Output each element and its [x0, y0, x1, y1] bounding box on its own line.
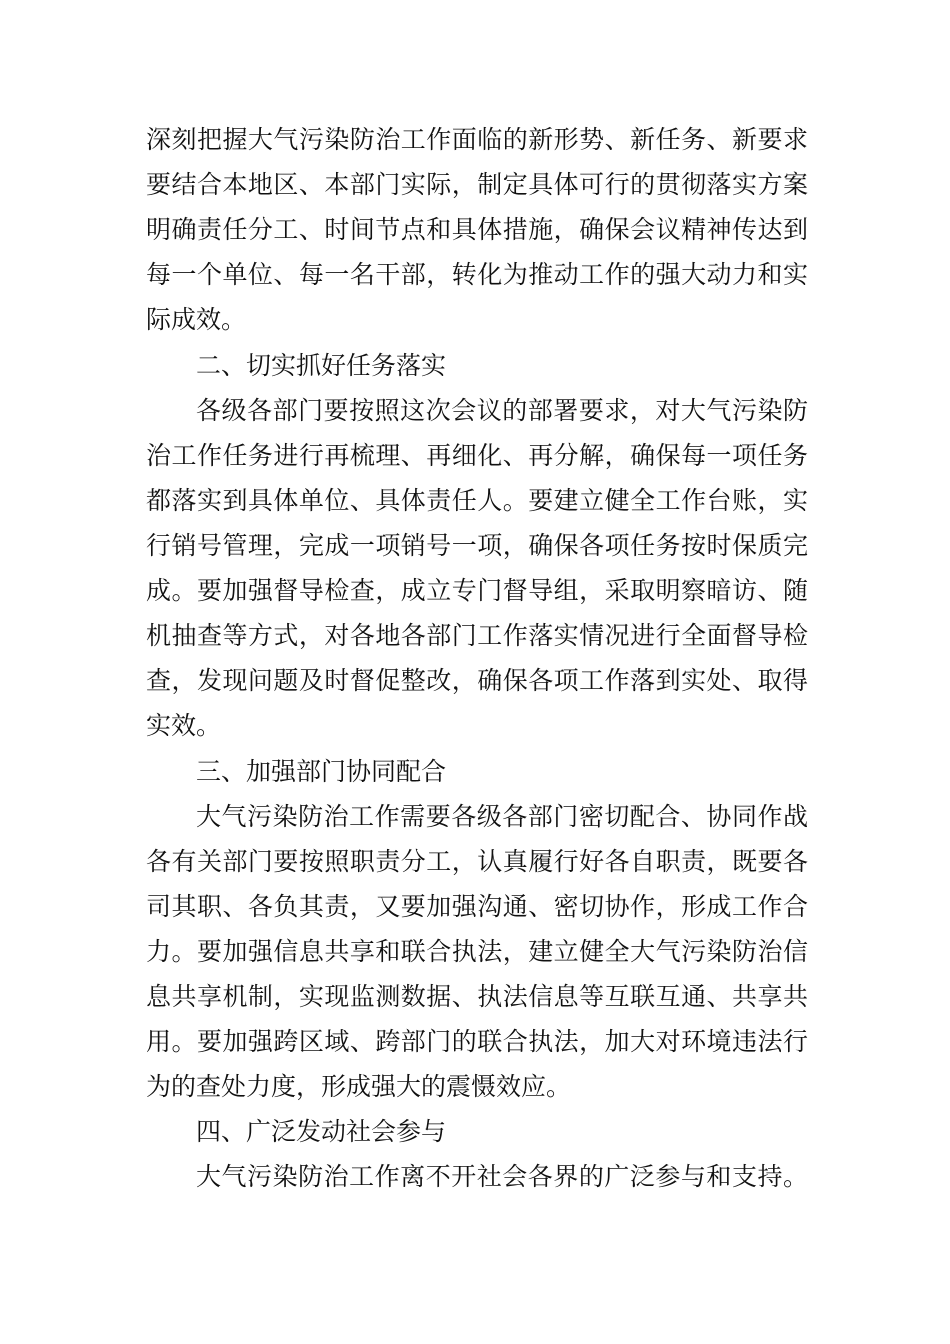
paragraph-2-line-3: 都落实到具体单位、具体责任人。要建立健全工作台账，实: [146, 486, 808, 515]
section-heading-3: 三、加强部门协同配合: [196, 757, 447, 786]
paragraph-3-line-6: 用。要加强跨区域、跨部门的联合执法，加大对环境违法行: [146, 1027, 808, 1056]
paragraph-3-line-5: 息共享机制，实现监测数据、执法信息等互联互通、共享共: [146, 982, 808, 1011]
paragraph-1-line-2: 要结合本地区、本部门实际，制定具体可行的贯彻落实方案: [146, 170, 808, 199]
section-heading-4: 四、广泛发动社会参与: [196, 1117, 447, 1146]
paragraph-2-line-5: 成。要加强督导检查，成立专门督导组，采取明察暗访、随: [146, 576, 808, 605]
paragraph-3-line-2: 各有关部门要按照职责分工，认真履行好各自职责，既要各: [146, 847, 808, 876]
paragraph-2-line-7: 查，发现问题及时督促整改，确保各项工作落到实处、取得: [146, 666, 808, 695]
paragraph-2-line-1: 各级各部门要按照这次会议的部署要求，对大气污染防: [196, 396, 808, 425]
paragraph-4-line-1: 大气污染防治工作离不开社会各界的广泛参与和支持。: [196, 1162, 808, 1191]
paragraph-3-line-7: 为的查处力度，形成强大的震慑效应。: [146, 1072, 572, 1101]
paragraph-1-line-5: 际成效。: [146, 305, 247, 334]
paragraph-1-line-1: 深刻把握大气污染防治工作面临的新形势、新任务、新要求: [146, 125, 808, 154]
paragraph-3-line-1: 大气污染防治工作需要各级各部门密切配合、协同作战: [196, 802, 808, 831]
paragraph-3-line-3: 司其职、各负其责，又要加强沟通、密切协作，形成工作合: [146, 892, 808, 921]
paragraph-2-line-6: 机抽查等方式，对各地各部门工作落实情况进行全面督导检: [146, 621, 808, 650]
paragraph-1-line-4: 每一个单位、每一名干部，转化为推动工作的强大动力和实: [146, 260, 808, 289]
paragraph-2-line-4: 行销号管理，完成一项销号一项，确保各项任务按时保质完: [146, 531, 808, 560]
section-heading-2: 二、切实抓好任务落实: [196, 351, 447, 380]
paragraph-2-line-8: 实效。: [146, 711, 222, 740]
paragraph-2-line-2: 治工作任务进行再梳理、再细化、再分解，确保每一项任务: [146, 441, 808, 470]
paragraph-1-line-3: 明确责任分工、时间节点和具体措施，确保会议精神传达到: [146, 215, 808, 244]
paragraph-3-line-4: 力。要加强信息共享和联合执法，建立健全大气污染防治信: [146, 937, 808, 966]
